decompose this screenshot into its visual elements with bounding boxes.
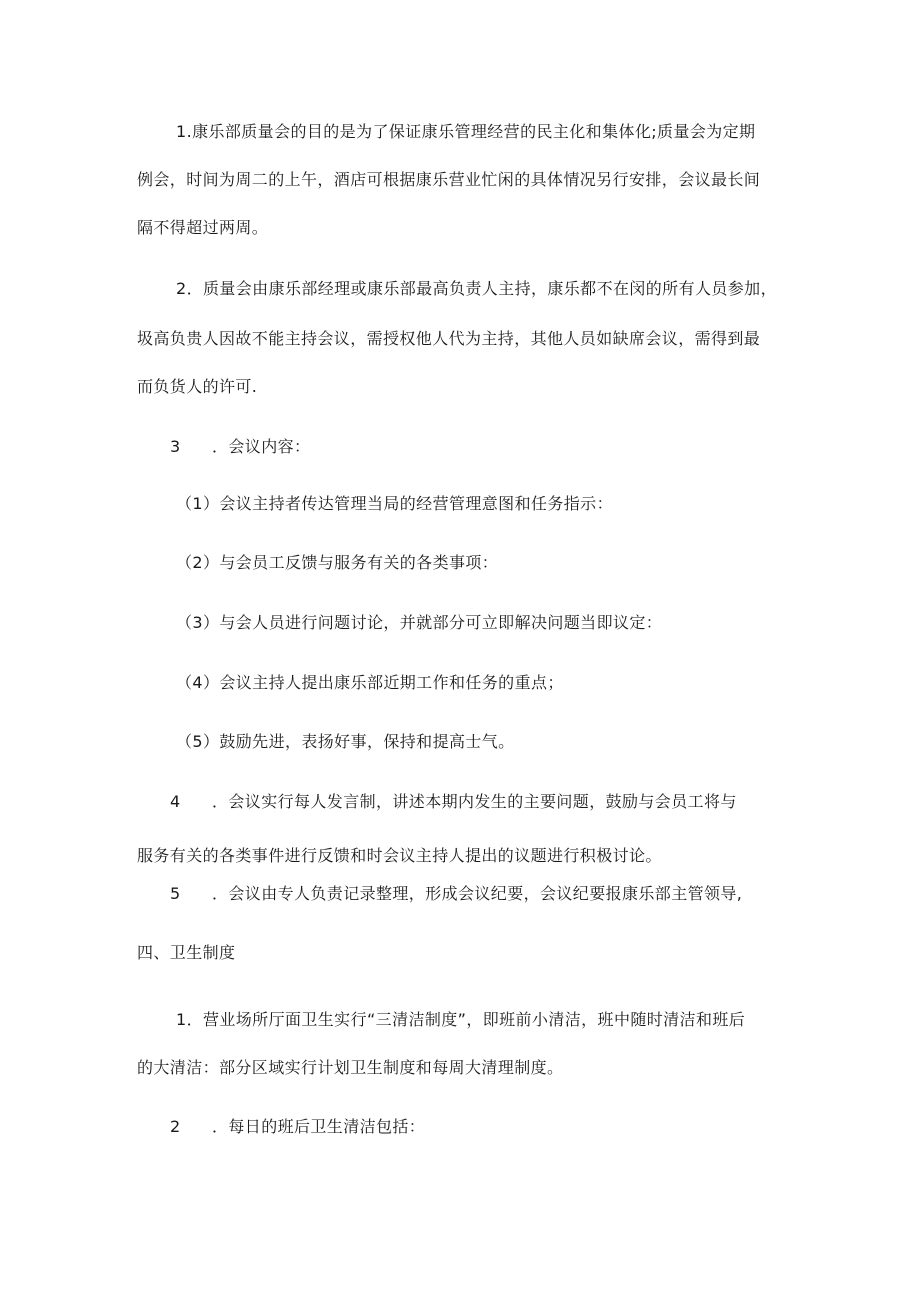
item3-subitem-5: （5）鼓励先进，表扬好事，保持和提高士气。 xyxy=(176,732,515,751)
item1-line2: 例会，时间为周二的上午，酒店可根据康乐营业忙闲的具体情况另行安排，会议最长间 xyxy=(137,170,761,189)
item3-number: 3 xyxy=(170,437,181,456)
item5-number: 5 xyxy=(170,884,181,903)
item3-subitem-3: （3）与会人员进行问题讨论，并就部分可立即解决问题当即议定： xyxy=(176,613,663,632)
section-heading-hygiene: 四、卫生制度 xyxy=(137,943,236,962)
item3-subitem-1: （1）会议主持者传达管理当局的经营管理意图和任务指示： xyxy=(176,494,613,513)
item2-line2: 圾高负贵人因故不能主持会议，需授权他人代为主持，其他人员如缺席会议，需得到最 xyxy=(137,329,761,348)
item2-line1: 2．质量会由康乐部经理或康乐部最高负责人主持，康乐都不在闵的所有人员参加， xyxy=(176,279,777,298)
item1-line3: 隔不得超过两周。 xyxy=(137,218,269,237)
item3-subitem-4: （4）会议主持人提出康乐部近期工作和任务的重点； xyxy=(176,673,564,692)
item3-subitem-2: （2）与会员工反馈与服务有关的各类事项： xyxy=(176,553,499,572)
item5-text: ．会议由专人负责记录整理，形成会议纪要，会议纪要报康乐部主管领导, xyxy=(212,884,743,903)
item1-line1: 1.康乐部质量会的目的是为了保证康乐管理经营的民主化和集体化;质量会为定期 xyxy=(176,122,756,141)
item4-continuation: 服务有关的各类事件进行反馈和时会议主持人提出的议题进行积极讨论。 xyxy=(137,846,662,865)
hygiene2-text: ．每日的班后卫生清洁包括： xyxy=(212,1117,426,1136)
item3-text: ．会议内容： xyxy=(212,437,311,456)
item4-text: ．会议实行每人发言制，讲述本期内发生的主要问题，鼓励与会员工将与 xyxy=(212,792,737,811)
hygiene2-number: 2 xyxy=(170,1117,181,1136)
hygiene1-line2: 的大清洁：部分区域实行计划卫生制度和每周大清理制度。 xyxy=(137,1058,564,1077)
hygiene1-line1: 1．营业场所厅面卫生实行“三清洁制度”，即班前小清洁，班中随时清洁和班后 xyxy=(176,1010,746,1029)
item2-line3: 而负货人的许可. xyxy=(137,377,258,396)
item4-number: 4 xyxy=(170,792,181,811)
